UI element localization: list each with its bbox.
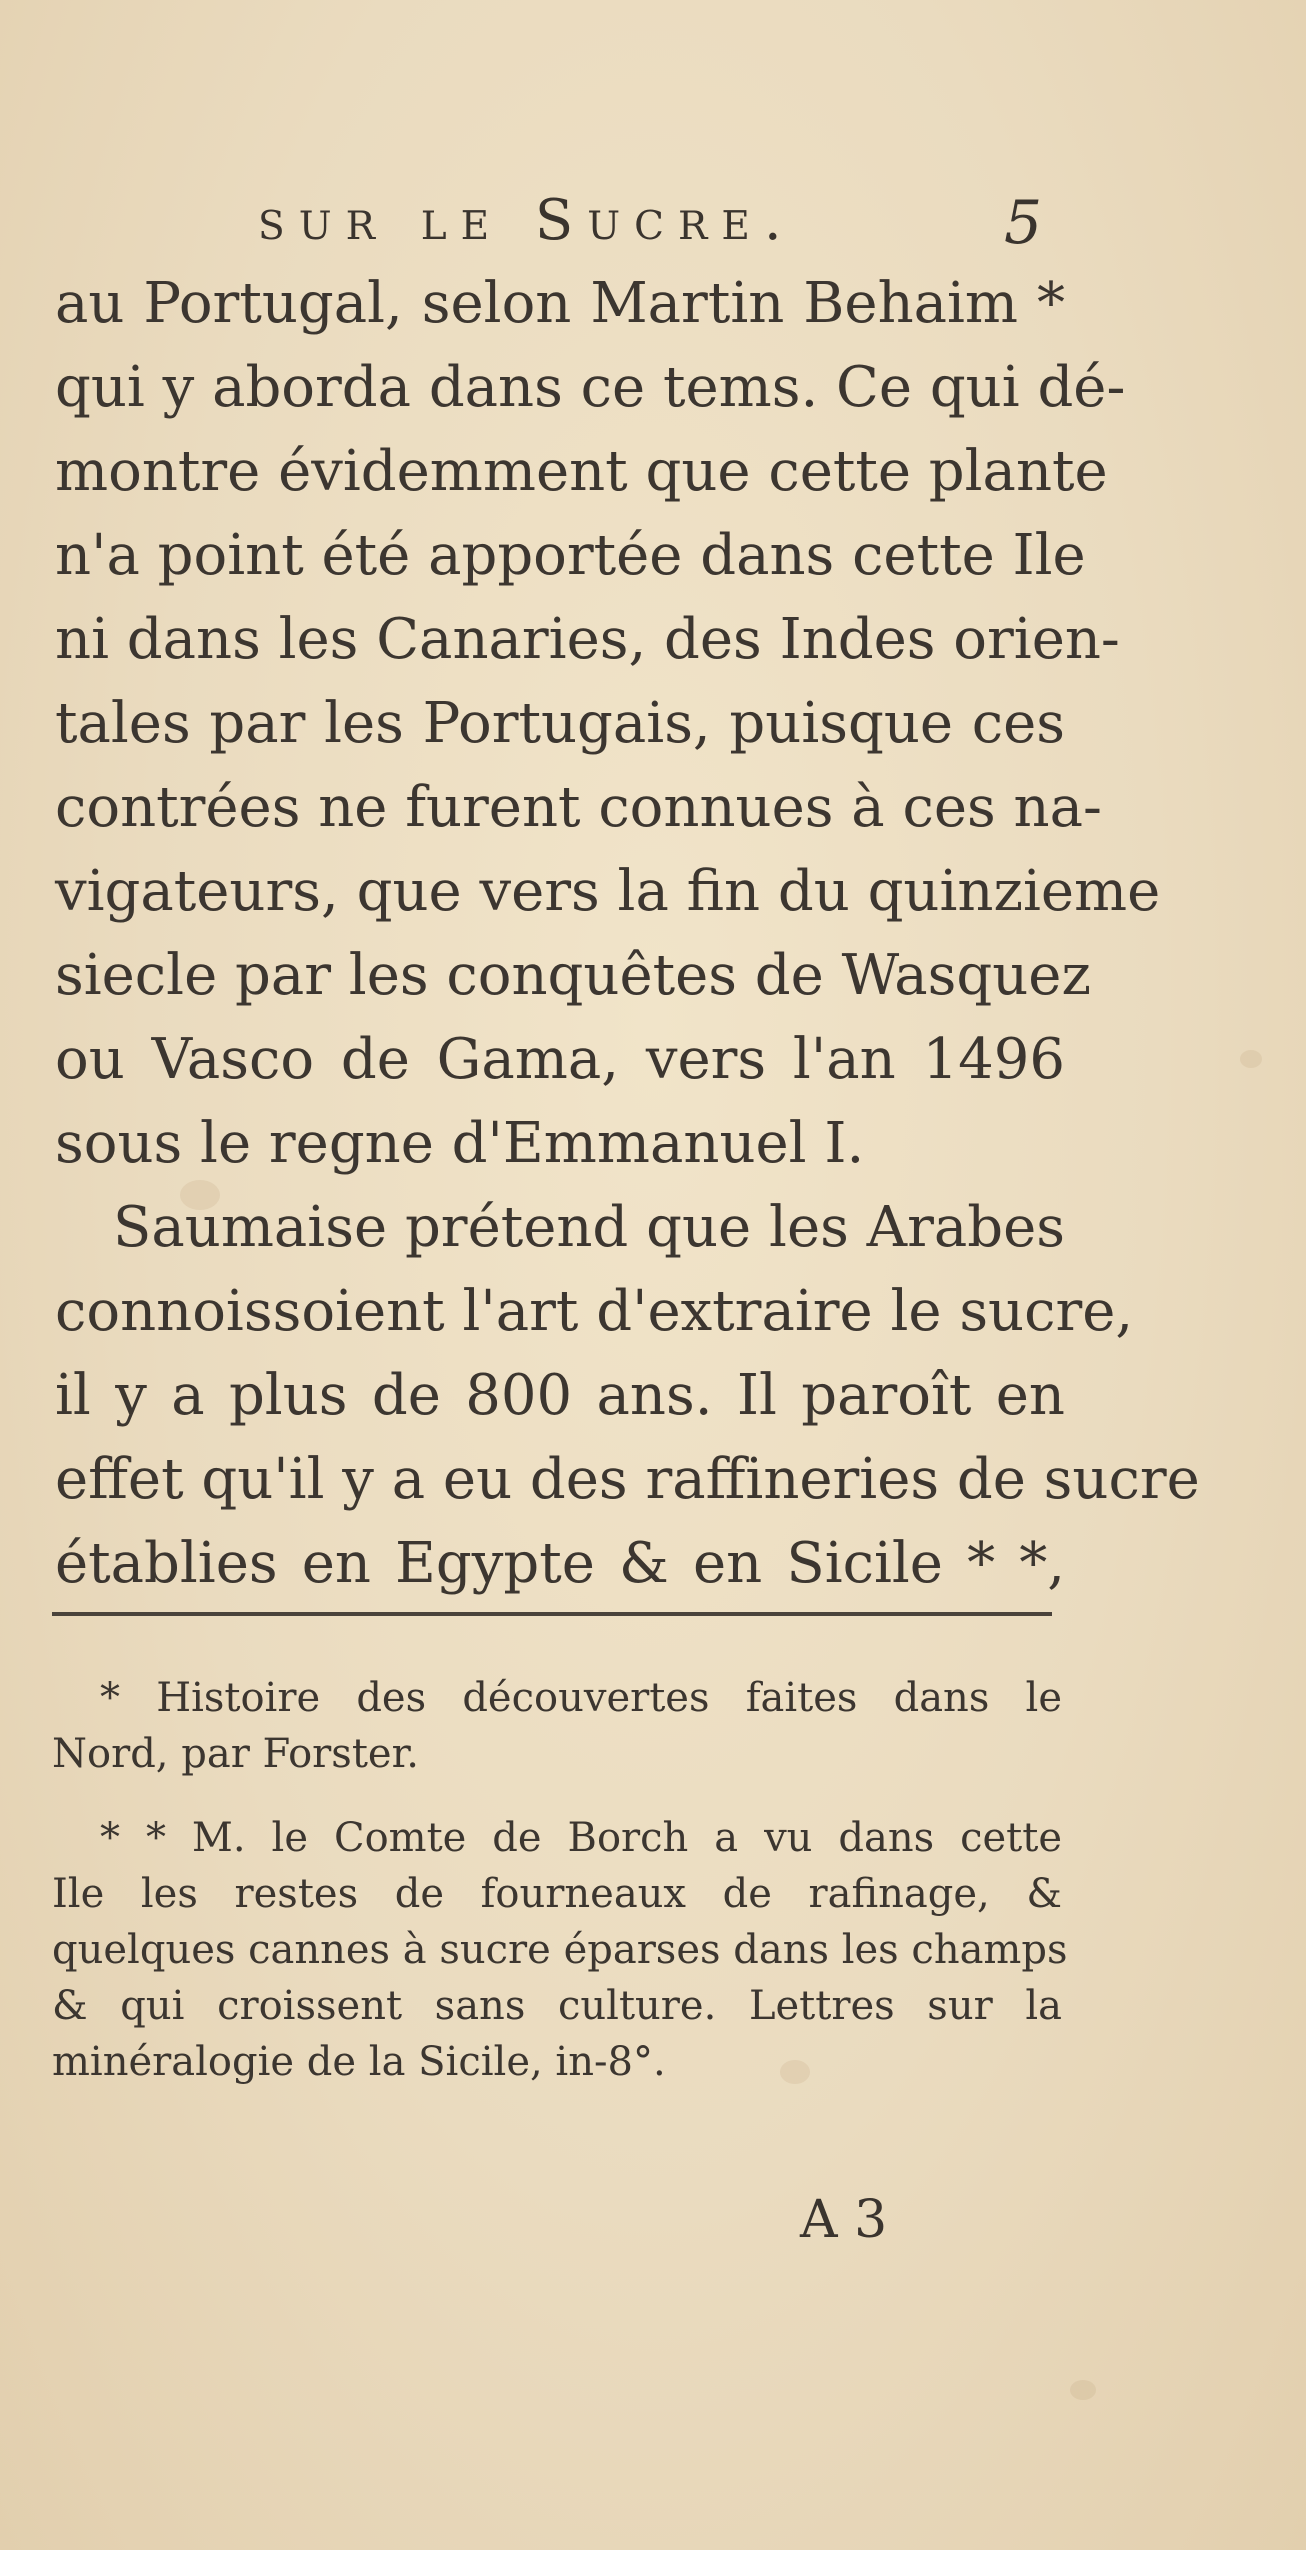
footnote-line: Ile les restes de fourneaux de rafinage, & [52, 1871, 1062, 1917]
text-line: connoissoient l'art d'extraire le sucre, [55, 1279, 1134, 1344]
text-line: n'a point été apportée dans cette Ile [55, 523, 1086, 588]
signature-mark: A 3 [800, 2190, 888, 2250]
running-title: sur le Sucre. [258, 188, 796, 253]
page-number: 5 [1004, 188, 1043, 258]
text-line: au Portugal, selon Martin Behaim * [55, 271, 1065, 336]
text-line: ni dans les Canaries, des Indes orien- [55, 607, 1120, 672]
foxing-spot [1070, 2380, 1096, 2400]
foxing-spot [1240, 1050, 1262, 1068]
text-line: tales par les Portugais, puisque ces [55, 691, 1065, 756]
text-line: vigateurs, que vers la fin du quinzieme [55, 859, 1161, 924]
footnotes [52, 1670, 1068, 2090]
footnote-line: * * M. le Comte de Borch a vu dans cette [100, 1815, 1062, 1861]
footnote-gap [52, 1782, 1062, 1810]
text-line: effet qu'il y a eu des raffineries de sucre [55, 1447, 1200, 1512]
text-line: qui y aborda dans ce tems. Ce qui dé- [55, 355, 1126, 420]
footnote-line: Nord, par Forster. [52, 1731, 420, 1777]
footnote-line: & qui croissent sans culture. Lettres sur la [52, 1983, 1062, 2029]
footnote-line: * Histoire des découvertes faites dans le [100, 1675, 1062, 1721]
text-line: il y a plus de 800 ans. Il paroît en [55, 1363, 1065, 1428]
footnote-rule [52, 1612, 1052, 1616]
text-line: contrées ne furent connues à ces na- [55, 775, 1102, 840]
text-line: montre évidemment que cette plante [55, 439, 1108, 504]
text-line: sous le regne d'Emmanuel I. [55, 1111, 865, 1176]
text-line: siecle par les conquêtes de Wasquez [55, 943, 1091, 1008]
running-head [0, 188, 1306, 258]
text-line: Saumaise prétend que les Arabes [113, 1195, 1065, 1260]
main-text [55, 262, 1200, 1606]
text-line: ou Vasco de Gama, vers l'an 1496 [55, 1027, 1065, 1092]
footnote-line: minéralogie de la Sicile, in-8°. [52, 2039, 666, 2085]
footnote-line: quelques cannes à sucre éparses dans les champs [52, 1927, 1068, 1973]
text-line: établies en Egypte & en Sicile * *, [55, 1531, 1065, 1596]
